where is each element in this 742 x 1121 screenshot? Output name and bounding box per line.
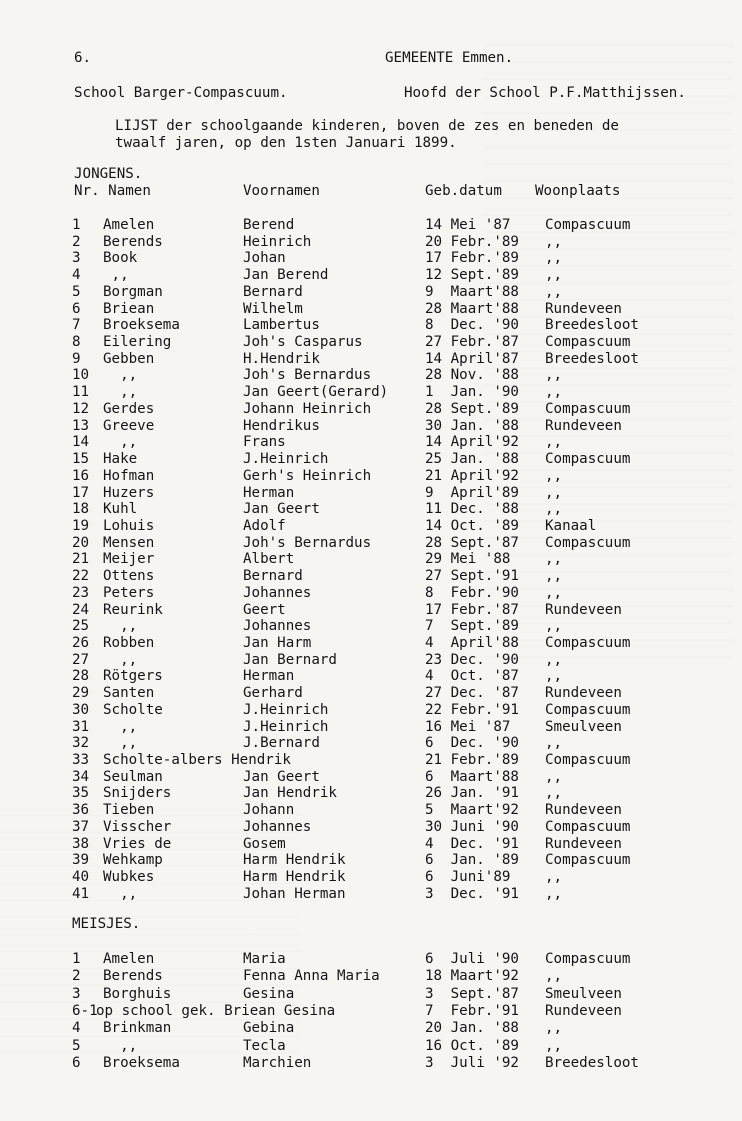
row-birth-date: 27 Dec. '87 xyxy=(425,685,519,702)
row-number: 6 xyxy=(72,300,81,317)
table-row xyxy=(0,986,742,1003)
row-first-names: Berend xyxy=(243,217,295,233)
row-residence: ,, xyxy=(545,484,563,501)
row-birth-date: 17 Febr.'89 xyxy=(425,250,519,267)
row-surname: Broeksema xyxy=(103,1054,180,1071)
table-row xyxy=(0,1038,742,1055)
row-number: 27 xyxy=(72,651,90,668)
row-number: 25 xyxy=(72,618,90,635)
table-row xyxy=(0,234,742,251)
row-surname: ,, xyxy=(103,618,138,635)
row-residence: Compascuum xyxy=(545,818,631,835)
row-surname: ,, xyxy=(103,384,138,401)
row-number: 36 xyxy=(72,802,90,819)
row-surname: Rötgers xyxy=(103,668,163,685)
row-number: 20 xyxy=(72,534,90,551)
row-residence: ,, xyxy=(545,618,563,635)
row-birth-date: 28 Sept.'89 xyxy=(425,400,519,417)
table-row xyxy=(0,1020,742,1037)
table-row xyxy=(0,886,742,903)
row-first-names: Herman xyxy=(243,668,295,685)
row-first-names: Jan Bernard xyxy=(243,651,337,668)
table-row xyxy=(0,819,742,836)
row-surname: ,, xyxy=(103,735,138,752)
table-row xyxy=(0,702,742,719)
row-number: 33 xyxy=(72,752,90,769)
row-residence: Compascuum xyxy=(545,951,631,967)
row-birth-date: 22 Febr.'91 xyxy=(425,701,519,718)
row-first-names: Johannes xyxy=(243,818,312,835)
table-row xyxy=(0,367,742,384)
row-birth-date: 7 Febr.'91 xyxy=(425,1002,519,1019)
row-residence: Compascuum xyxy=(545,701,631,718)
col-birth-date: Geb.datum xyxy=(425,183,502,199)
table-row xyxy=(0,719,742,736)
row-note: op school gek. Briean Gesina xyxy=(96,1002,336,1019)
row-surname: Ottens xyxy=(103,568,155,585)
row-residence: ,, xyxy=(545,885,563,902)
row-birth-date: 12 Sept.'89 xyxy=(425,267,519,284)
row-residence: ,, xyxy=(545,568,563,585)
row-residence: Rundeveen xyxy=(545,835,622,852)
row-surname: Mensen xyxy=(103,534,155,551)
table-row xyxy=(0,802,742,819)
row-first-names: Gerh's Heinrich xyxy=(243,467,372,484)
table-row xyxy=(0,752,742,769)
table-row xyxy=(0,351,742,368)
row-surname: Greeve xyxy=(103,417,155,434)
row-birth-date: 27 Febr.'87 xyxy=(425,334,519,351)
table-row xyxy=(0,250,742,267)
col-nr-name: Nr. Namen xyxy=(74,183,151,199)
row-number: 12 xyxy=(72,400,90,417)
table-row xyxy=(0,518,742,535)
row-number: 2 xyxy=(72,968,81,985)
row-number: 38 xyxy=(72,835,90,852)
row-number: 34 xyxy=(72,768,90,785)
table-row xyxy=(0,267,742,284)
table-row xyxy=(0,836,742,853)
row-surname: Berends xyxy=(103,968,163,985)
row-surname: Broeksema xyxy=(103,317,180,334)
table-row xyxy=(0,1003,742,1020)
row-birth-date: 28 Sept.'87 xyxy=(425,534,519,551)
row-surname: Reurink xyxy=(103,601,163,618)
row-first-names: Bernard xyxy=(243,568,303,585)
row-surname: ,, xyxy=(103,885,138,902)
row-first-names: Geert xyxy=(243,601,286,618)
table-row xyxy=(0,785,742,802)
row-first-names: Lambertus xyxy=(243,317,320,334)
row-birth-date: 20 Febr.'89 xyxy=(425,233,519,250)
row-birth-date: 16 Mei '87 xyxy=(425,718,511,735)
row-residence: Compascuum xyxy=(545,534,631,551)
row-birth-date: 6 Dec. '90 xyxy=(425,735,519,752)
row-first-names: Heinrich xyxy=(243,233,312,250)
col-first-names: Voornamen xyxy=(243,183,320,199)
row-birth-date: 4 April'88 xyxy=(425,635,519,651)
row-number: 6 xyxy=(72,1054,81,1071)
table-row xyxy=(0,735,742,752)
row-first-names: Johan Herman xyxy=(243,885,346,902)
row-residence: Breedesloot xyxy=(545,317,639,334)
table-row xyxy=(0,602,742,619)
row-first-names: Marchien xyxy=(243,1054,312,1071)
row-first-names: Johannes xyxy=(243,584,312,601)
row-first-names: Jan Harm xyxy=(243,635,312,651)
row-number: 4 xyxy=(72,267,81,284)
row-residence: ,, xyxy=(545,968,563,985)
row-first-names: J.Bernard xyxy=(243,735,320,752)
row-birth-date: 16 Oct. '89 xyxy=(425,1037,519,1054)
row-number: 1 xyxy=(72,951,81,967)
girls-heading: MEISJES. xyxy=(72,916,141,932)
row-surname: Hake xyxy=(103,451,138,468)
row-birth-date: 27 Sept.'91 xyxy=(425,568,519,585)
row-residence: ,, xyxy=(545,551,563,568)
row-residence: ,, xyxy=(545,283,563,300)
row-surname: Seulman xyxy=(103,768,163,785)
row-first-names: Gesina xyxy=(243,985,295,1002)
row-birth-date: 6 Jan. '89 xyxy=(425,852,519,869)
row-birth-date: 9 April'89 xyxy=(425,484,519,501)
row-number: 10 xyxy=(72,367,90,384)
row-number: 19 xyxy=(72,517,90,534)
row-surname: Borgman xyxy=(103,283,163,300)
row-birth-date: 8 Dec. '90 xyxy=(425,317,519,334)
row-first-names: Johann xyxy=(243,802,295,819)
row-number: 8 xyxy=(72,334,81,351)
row-residence: Rundeveen xyxy=(545,802,622,819)
row-first-names: Joh's Casparus xyxy=(243,334,363,351)
table-row xyxy=(0,869,742,886)
row-surname: Kuhl xyxy=(103,501,138,518)
row-first-names: Maria xyxy=(243,951,286,967)
table-row xyxy=(0,652,742,669)
row-residence: Breedesloot xyxy=(545,1054,639,1071)
row-first-names: Albert xyxy=(243,551,295,568)
row-residence: ,, xyxy=(545,501,563,518)
row-residence: ,, xyxy=(545,1037,563,1054)
row-birth-date: 6 Juli '90 xyxy=(425,951,519,967)
table-row xyxy=(0,951,742,968)
row-first-names: Jan Berend xyxy=(243,267,329,284)
row-surname: Vries de xyxy=(103,835,172,852)
row-first-names: Harm Hendrik xyxy=(243,869,346,886)
row-surname: Snijders xyxy=(103,785,172,802)
row-number: 22 xyxy=(72,568,90,585)
row-first-names: Johann Heinrich xyxy=(243,400,372,417)
row-birth-date: 11 Dec. '88 xyxy=(425,501,519,518)
row-birth-date: 8 Febr.'90 xyxy=(425,584,519,601)
row-first-names: Jan Geert xyxy=(243,501,320,518)
table-row xyxy=(0,334,742,351)
row-surname: Amelen xyxy=(103,951,155,967)
table-row xyxy=(0,968,742,985)
row-birth-date: 25 Jan. '88 xyxy=(425,451,519,468)
row-birth-date: 29 Mei '88 xyxy=(425,551,511,568)
row-number: 29 xyxy=(72,685,90,702)
row-number: 14 xyxy=(72,434,90,451)
row-surname: Gerdes xyxy=(103,400,155,417)
row-number: 4 xyxy=(72,1020,81,1037)
row-birth-date: 14 Mei '87 xyxy=(425,217,511,233)
table-row xyxy=(0,501,742,518)
municipality-title: GEMEENTE Emmen. xyxy=(385,50,514,66)
table-row xyxy=(0,618,742,635)
row-surname: ,, xyxy=(103,434,138,451)
row-surname: ,, xyxy=(103,651,138,668)
row-birth-date: 9 Maart'88 xyxy=(425,283,519,300)
row-surname: ,, xyxy=(103,718,138,735)
row-surname: Scholte xyxy=(103,701,163,718)
row-first-names: Adolf xyxy=(243,517,286,534)
row-first-names: Hendrikus xyxy=(243,417,320,434)
row-surname: Gebben xyxy=(103,350,155,367)
row-first-names: Joh's Bernardus xyxy=(243,367,372,384)
row-first-names: Harm Hendrik xyxy=(243,852,346,869)
row-number: 32 xyxy=(72,735,90,752)
table-row xyxy=(0,451,742,468)
table-row xyxy=(0,852,742,869)
row-birth-date: 6 Juni'89 xyxy=(425,869,511,886)
table-row xyxy=(0,585,742,602)
row-surname: Eilering xyxy=(103,334,172,351)
row-first-names: Gosem xyxy=(243,835,286,852)
row-number: 26 xyxy=(72,635,90,651)
row-residence: Compascuum xyxy=(545,752,631,769)
row-residence: Breedesloot xyxy=(545,350,639,367)
row-residence: Kanaal xyxy=(545,517,597,534)
table-row xyxy=(0,568,742,585)
row-number: 16 xyxy=(72,467,90,484)
table-row xyxy=(0,418,742,435)
row-number: 6-1 xyxy=(72,1002,98,1019)
row-birth-date: 21 Febr.'89 xyxy=(425,752,519,769)
row-residence: Compascuum xyxy=(545,400,631,417)
row-residence: Smeulveen xyxy=(545,985,622,1002)
row-birth-date: 1 Jan. '90 xyxy=(425,384,519,401)
table-row xyxy=(0,685,742,702)
row-birth-date: 26 Jan. '91 xyxy=(425,785,519,802)
row-birth-date: 4 Dec. '91 xyxy=(425,835,519,852)
row-birth-date: 4 Oct. '87 xyxy=(425,668,519,685)
row-residence: ,, xyxy=(545,384,563,401)
row-number: 31 xyxy=(72,718,90,735)
row-surname: Meijer xyxy=(103,551,155,568)
row-birth-date: 21 April'92 xyxy=(425,467,519,484)
list-title-line2: twaalf jaren, op den 1sten Januari 1899. xyxy=(115,135,457,151)
boys-heading: JONGENS. xyxy=(74,166,143,182)
row-birth-date: 5 Maart'92 xyxy=(425,802,519,819)
row-residence: ,, xyxy=(545,869,563,886)
table-row xyxy=(0,668,742,685)
row-birth-date: 28 Nov. '88 xyxy=(425,367,519,384)
table-row xyxy=(0,401,742,418)
row-first-names: J.Heinrich xyxy=(243,701,329,718)
row-number: 30 xyxy=(72,701,90,718)
row-first-names: Jan Geert(Gerard) xyxy=(243,384,389,401)
row-birth-date: 23 Dec. '90 xyxy=(425,651,519,668)
row-surname: Tieben xyxy=(103,802,155,819)
table-row xyxy=(0,535,742,552)
row-birth-date: 3 Sept.'87 xyxy=(425,985,519,1002)
row-surname: Lohuis xyxy=(103,517,155,534)
row-first-names: Johan xyxy=(243,250,286,267)
school-head: Hoofd der School P.F.Matthijssen. xyxy=(404,85,686,101)
row-surname: Berends xyxy=(103,233,163,250)
row-surname: Visscher xyxy=(103,818,172,835)
row-number: 17 xyxy=(72,484,90,501)
row-residence: ,, xyxy=(545,267,563,284)
row-number: 40 xyxy=(72,869,90,886)
row-surname: Borghuis xyxy=(103,985,172,1002)
row-number: 1 xyxy=(72,217,81,233)
row-residence: ,, xyxy=(545,434,563,451)
row-surname: ,, xyxy=(103,367,138,384)
row-first-names: Gerhard xyxy=(243,685,303,702)
row-number: 24 xyxy=(72,601,90,618)
row-number: 5 xyxy=(72,283,81,300)
row-first-names: Gebina xyxy=(243,1020,295,1037)
row-birth-date: 30 Juni '90 xyxy=(425,818,519,835)
table-row xyxy=(0,1055,742,1072)
table-row xyxy=(0,217,742,234)
row-residence: ,, xyxy=(545,768,563,785)
row-number: 15 xyxy=(72,451,90,468)
row-birth-date: 7 Sept.'89 xyxy=(425,618,519,635)
row-birth-date: 20 Jan. '88 xyxy=(425,1020,519,1037)
table-row xyxy=(0,284,742,301)
table-row xyxy=(0,468,742,485)
row-residence: Compascuum xyxy=(545,852,631,869)
table-row xyxy=(0,551,742,568)
row-number: 3 xyxy=(72,985,81,1002)
row-first-names: Jan Hendrik xyxy=(243,785,337,802)
row-residence: ,, xyxy=(545,467,563,484)
table-row xyxy=(0,301,742,318)
row-first-names: H.Hendrik xyxy=(243,350,320,367)
row-residence: ,, xyxy=(545,367,563,384)
table-row xyxy=(0,769,742,786)
row-surname: Book xyxy=(103,250,138,267)
row-surname: Huzers xyxy=(103,484,155,501)
row-birth-date: 14 Oct. '89 xyxy=(425,517,519,534)
row-surname: Amelen xyxy=(103,217,155,233)
row-residence: ,, xyxy=(545,651,563,668)
col-residence: Woonplaats xyxy=(535,183,621,199)
row-first-names: Jan Geert xyxy=(243,768,320,785)
row-surname: Briean xyxy=(103,300,155,317)
row-residence: ,, xyxy=(545,250,563,267)
row-number: 41 xyxy=(72,885,90,902)
row-residence: Compascuum xyxy=(545,334,631,351)
table-row xyxy=(0,384,742,401)
row-birth-date: 30 Jan. '88 xyxy=(425,417,519,434)
row-birth-date: 6 Maart'88 xyxy=(425,768,519,785)
table-row xyxy=(0,635,742,652)
row-first-names: Joh's Bernardus xyxy=(243,534,372,551)
row-surname: Hofman xyxy=(103,467,155,484)
row-number: 7 xyxy=(72,317,81,334)
row-surname: Peters xyxy=(103,584,155,601)
row-residence: Smeulveen xyxy=(545,718,622,735)
school-name: School Barger-Compascuum. xyxy=(74,85,288,101)
row-surname: Wubkes xyxy=(103,869,155,886)
table-row xyxy=(0,485,742,502)
row-residence: Compascuum xyxy=(545,217,631,233)
row-surname: ,, xyxy=(103,1037,138,1054)
row-first-names: J.Heinrich xyxy=(243,451,329,468)
row-residence: ,, xyxy=(545,1020,563,1037)
table-row xyxy=(0,434,742,451)
row-surname: Wehkamp xyxy=(103,852,163,869)
row-surname: Brinkman xyxy=(103,1020,172,1037)
row-birth-date: 18 Maart'92 xyxy=(425,968,519,985)
row-surname: Santen xyxy=(103,685,155,702)
row-residence: ,, xyxy=(545,735,563,752)
row-first-names: Johannes xyxy=(243,618,312,635)
row-residence: ,, xyxy=(545,584,563,601)
row-residence: ,, xyxy=(545,668,563,685)
row-residence: Rundeveen xyxy=(545,685,622,702)
row-surname: ,, xyxy=(103,267,129,284)
row-residence: ,, xyxy=(545,233,563,250)
row-first-names: Herman xyxy=(243,484,295,501)
row-number: 2 xyxy=(72,233,81,250)
row-number: 21 xyxy=(72,551,90,568)
row-residence: Compascuum xyxy=(545,451,631,468)
row-number: 9 xyxy=(72,350,81,367)
row-birth-date: 3 Juli '92 xyxy=(425,1054,519,1071)
row-number: 13 xyxy=(72,417,90,434)
list-title-line1: LIJST der schoolgaande kinderen, boven de zes en beneden de xyxy=(115,118,619,134)
row-first-names: Wilhelm xyxy=(243,300,303,317)
page-number: 6. xyxy=(74,50,92,66)
row-number: 11 xyxy=(72,384,90,401)
row-number: 37 xyxy=(72,818,90,835)
row-first-names: Fenna Anna Maria xyxy=(243,968,380,985)
row-number: 3 xyxy=(72,250,81,267)
row-residence: Compascuum xyxy=(545,635,631,651)
row-residence: Rundeveen xyxy=(545,300,622,317)
row-residence: Rundeveen xyxy=(545,417,622,434)
row-first-names: Frans xyxy=(243,434,286,451)
row-surname: Scholte-albers Hendrik xyxy=(103,752,291,769)
row-first-names: Bernard xyxy=(243,283,303,300)
row-number: 39 xyxy=(72,852,90,869)
table-row xyxy=(0,317,742,334)
row-first-names: J.Heinrich xyxy=(243,718,329,735)
row-residence: Rundeveen xyxy=(545,601,622,618)
row-residence: ,, xyxy=(545,785,563,802)
row-birth-date: 14 April'87 xyxy=(425,350,519,367)
row-birth-date: 14 April'92 xyxy=(425,434,519,451)
row-birth-date: 3 Dec. '91 xyxy=(425,885,519,902)
row-number: 18 xyxy=(72,501,90,518)
row-birth-date: 28 Maart'88 xyxy=(425,300,519,317)
row-surname: Robben xyxy=(103,635,155,651)
row-residence: Rundeveen xyxy=(545,1002,622,1019)
row-number: 23 xyxy=(72,584,90,601)
row-number: 35 xyxy=(72,785,90,802)
row-number: 5 xyxy=(72,1037,81,1054)
row-birth-date: 17 Febr.'87 xyxy=(425,601,519,618)
row-number: 28 xyxy=(72,668,90,685)
row-first-names: Tecla xyxy=(243,1037,286,1054)
